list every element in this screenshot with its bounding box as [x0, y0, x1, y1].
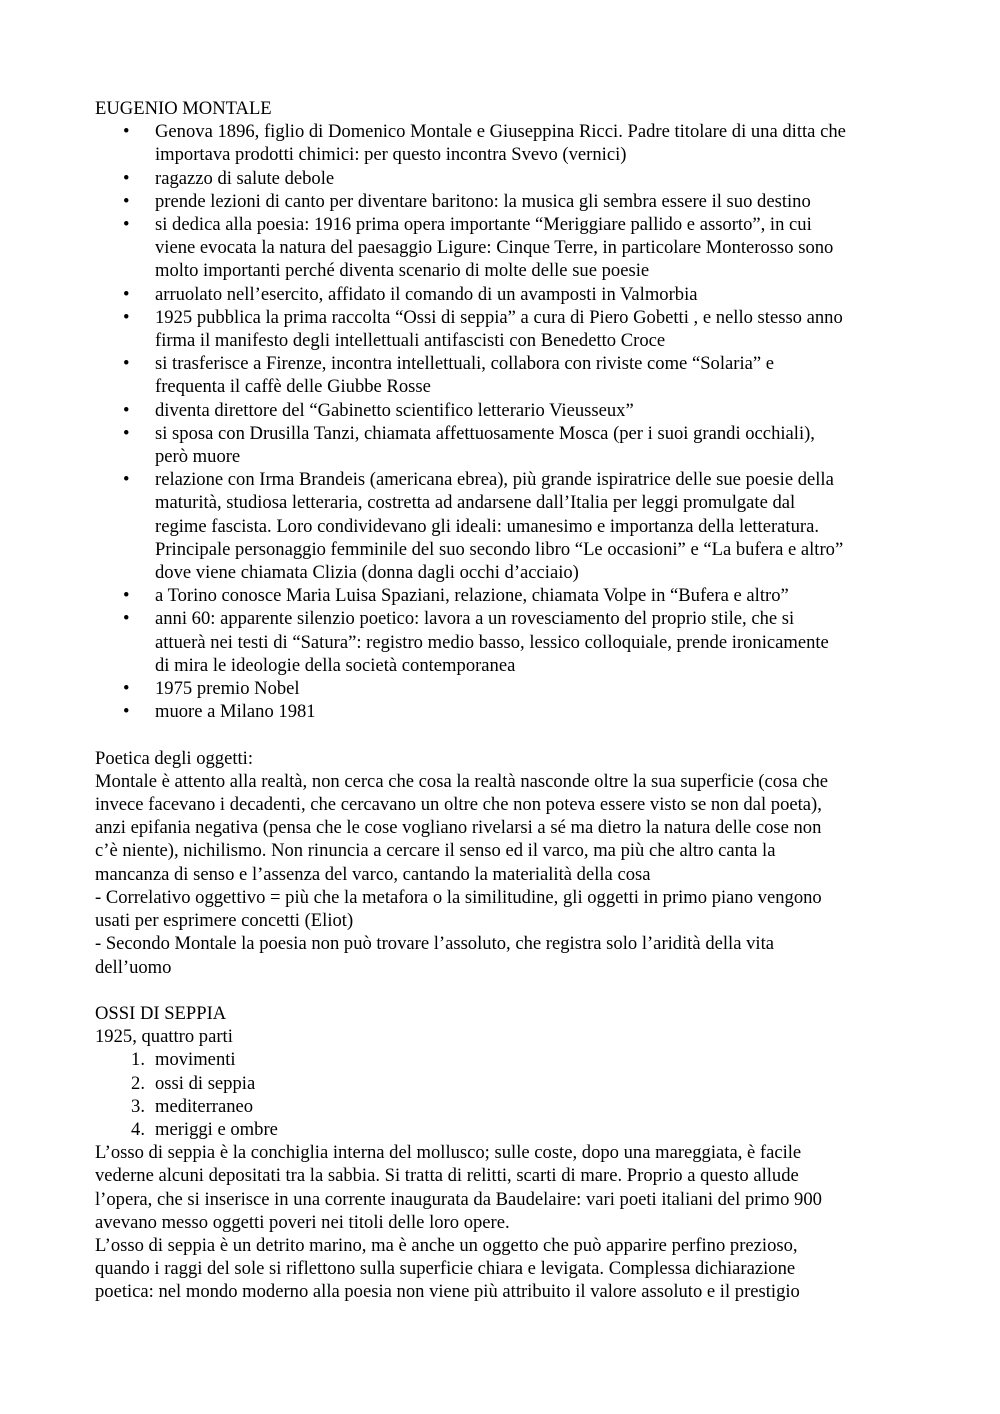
section-title-ossi: OSSI DI SEPPIA — [95, 1002, 227, 1024]
ossi-part-item — [95, 1118, 915, 1141]
poetica-paragraph-3 — [95, 932, 915, 978]
blank-line — [95, 979, 915, 1002]
poetica-paragraph-2 — [95, 886, 915, 932]
paragraph-line: vederne alcuni depositati tra la sabbia. Si tratta di relitti, scarti di mare. Proprio a questo allude — [95, 1165, 799, 1187]
bio-list-item — [95, 190, 915, 213]
bullet-mark: • — [123, 353, 130, 375]
paragraph-line: L’osso di seppia è la conchiglia interna del mollusco; sulle coste, dopo una mareggiata, è facile — [95, 1142, 802, 1164]
bio-item-line: si trasferisce a Firenze, incontra intellettuali, collabora con riviste come “Solaria” e — [155, 353, 775, 375]
bio-list-item — [95, 399, 915, 422]
bullet-mark: • — [123, 608, 130, 630]
paragraph-line: L’osso di seppia è un detrito marino, ma è anche un oggetto che può apparire perfino prezioso, — [95, 1234, 798, 1256]
bio-item-line: si sposa con Drusilla Tanzi, chiamata affettuosamente Mosca (per i suoi grandi occhiali), — [155, 422, 815, 444]
bio-list-item — [95, 607, 915, 677]
bio-item-line: firma il manifesto degli intellettuali antifascisti con Benedetto Croce — [155, 330, 666, 352]
bio-item-line: viene evocata la natura del paesaggio Ligure: Cinque Terre, in particolare Monterosso sono — [155, 237, 834, 259]
ossi-subtitle: 1925, quattro parti — [95, 1026, 233, 1048]
paragraph-line: usati per esprimere concetti (Eliot) — [95, 910, 354, 932]
bio-item-line: Genova 1896, figlio di Domenico Montale e Giuseppina Ricci. Padre titolare di una ditta che — [155, 121, 846, 143]
poetica-paragraph-1 — [95, 770, 915, 886]
paragraph-line: mancanza di senso e l’assenza del varco, cantando la materialità della cosa — [95, 863, 651, 885]
bio-item-line: però muore — [155, 446, 241, 468]
bio-item-line: attuerà nei testi di “Satura”: registro medio basso, lessico colloquiale, prende ironicamente — [155, 631, 829, 653]
ossi-part-text: meriggi e ombre — [155, 1118, 278, 1140]
section-title-bio: EUGENIO MONTALE — [95, 98, 272, 119]
blank-line — [95, 723, 915, 746]
paragraph-line: anzi epifania negativa (pensa che le cose vogliano rivelarsi a sé ma dietro la natura delle cose non — [95, 817, 822, 839]
bio-item-line: prende lezioni di canto per diventare baritono: la musica gli sembra essere il suo destino — [155, 190, 811, 212]
bio-item-line: ragazzo di salute debole — [155, 167, 335, 189]
bio-item-line: dove viene chiamata Clizia (donna dagli occhi d’acciaio) — [155, 562, 579, 584]
bio-list-item — [95, 422, 915, 468]
bio-item-line: muore a Milano 1981 — [155, 701, 316, 723]
bio-item-line: Principale personaggio femminile del suo secondo libro “Le occasioni” e “La bufera e altro” — [155, 538, 844, 560]
bio-list-item — [95, 167, 915, 190]
paragraph-line: poetica: nel mondo moderno alla poesia non viene più attribuito il valore assoluto e il prestigio — [95, 1281, 800, 1303]
page-content — [95, 97, 915, 1304]
bio-item-line: maturità, studiosa letteraria, costretta ad andarsene dall’Italia per leggi promulgate dal — [155, 492, 796, 514]
bullet-mark: • — [123, 469, 130, 491]
bullet-mark: • — [123, 167, 130, 189]
bio-item-line: frequenta il caffè delle Giubbe Rosse — [155, 376, 431, 398]
bullet-mark: • — [123, 399, 130, 421]
bullet-mark: • — [123, 678, 130, 700]
paragraph-line: invece facevano i decadenti, che cercavano un oltre che non poteva essere visto se non dal poeta), — [95, 794, 822, 816]
bio-list-item — [95, 283, 915, 306]
list-number: 4. — [131, 1118, 145, 1140]
paragraph-line: - Secondo Montale la poesia non può trovare l’assoluto, che registra solo l’aridità della vita — [95, 933, 774, 955]
bio-list-item — [95, 677, 915, 700]
poetica-heading: Poetica degli oggetti: — [95, 747, 254, 769]
bio-list-item — [95, 306, 915, 352]
list-number: 2. — [131, 1072, 145, 1094]
bio-item-line: arruolato nell’esercito, affidato il comando di un avamposti in Valmorbia — [155, 283, 698, 305]
paragraph-line: l’opera, che si inserisce in una corrente inaugurata da Baudelaire: vari poeti italiani del primo 900 — [95, 1188, 822, 1210]
bio-item-line: 1975 premio Nobel — [155, 678, 300, 700]
ossi-part-item — [95, 1095, 915, 1118]
paragraph-line: c’è niente), nichilismo. Non rinuncia a cercare il senso ed il varco, ma più che altro canta la — [95, 840, 776, 862]
bullet-mark: • — [123, 701, 130, 723]
ossi-part-text: ossi di seppia — [155, 1072, 256, 1094]
bio-item-line: molto importanti perché diventa scenario di molte delle sue poesie — [155, 260, 650, 282]
bio-list-item — [95, 352, 915, 398]
bio-item-line: relazione con Irma Brandeis (americana ebrea), più grande ispiratrice delle sue poesie della — [155, 469, 834, 491]
bullet-mark: • — [123, 585, 130, 607]
paragraph-line: Montale è attento alla realtà, non cerca che cosa la realtà nasconde oltre la sua superficie (cosa che — [95, 770, 829, 792]
bio-item-line: si dedica alla poesia: 1916 prima opera importante “Meriggiare pallido e assorto”, in cui — [155, 214, 812, 236]
ossi-paragraph-2 — [95, 1234, 915, 1304]
bio-item-line: importava prodotti chimici: per questo incontra Svevo (vernici) — [155, 144, 627, 166]
bio-list-item — [95, 213, 915, 283]
paragraph-line: - Correlativo oggettivo = più che la metafora o la similitudine, gli oggetti in primo piano vengono — [95, 886, 822, 908]
ossi-parts-list — [95, 1048, 915, 1141]
list-number: 1. — [131, 1049, 145, 1071]
bio-item-line: anni 60: apparente silenzio poetico: lavora a un rovesciamento del proprio stile, che si — [155, 608, 795, 630]
bio-item-line: regime fascista. Loro condividevano gli ideali: umanesimo e importanza della letteratura. — [155, 515, 819, 537]
ossi-part-text: mediterraneo — [155, 1095, 254, 1117]
paragraph-line: quando i raggi del sole si riflettono sulla superficie chiara e levigata. Complessa dichiarazione — [95, 1258, 796, 1280]
bio-bullet-list — [95, 120, 915, 723]
bio-item-line: a Torino conosce Maria Luisa Spaziani, relazione, chiamata Volpe in “Bufera e altro” — [155, 585, 789, 607]
ossi-part-item — [95, 1048, 915, 1071]
bullet-mark: • — [123, 214, 130, 236]
bio-item-line: di mira le ideologie della società contemporanea — [155, 654, 516, 676]
list-number: 3. — [131, 1095, 145, 1117]
paragraph-line: dell’uomo — [95, 956, 172, 978]
bio-list-item — [95, 120, 915, 166]
bullet-mark: • — [123, 422, 130, 444]
ossi-part-item — [95, 1072, 915, 1095]
bio-item-line: 1925 pubblica la prima raccolta “Ossi di seppia” a cura di Piero Gobetti , e nello stesso anno — [155, 306, 843, 328]
ossi-part-text: movimenti — [155, 1049, 236, 1071]
bio-item-line: diventa direttore del “Gabinetto scientifico letterario Vieusseux” — [155, 399, 634, 421]
ossi-paragraph-1 — [95, 1141, 915, 1234]
bullet-mark: • — [123, 121, 130, 143]
bio-list-item — [95, 468, 915, 584]
bio-list-item — [95, 584, 915, 607]
bullet-mark: • — [123, 283, 130, 305]
bullet-mark: • — [123, 190, 130, 212]
bio-list-item — [95, 700, 915, 723]
bullet-mark: • — [123, 306, 130, 328]
paragraph-line: avevano messo oggetti poveri nei titoli delle loro opere. — [95, 1211, 510, 1233]
